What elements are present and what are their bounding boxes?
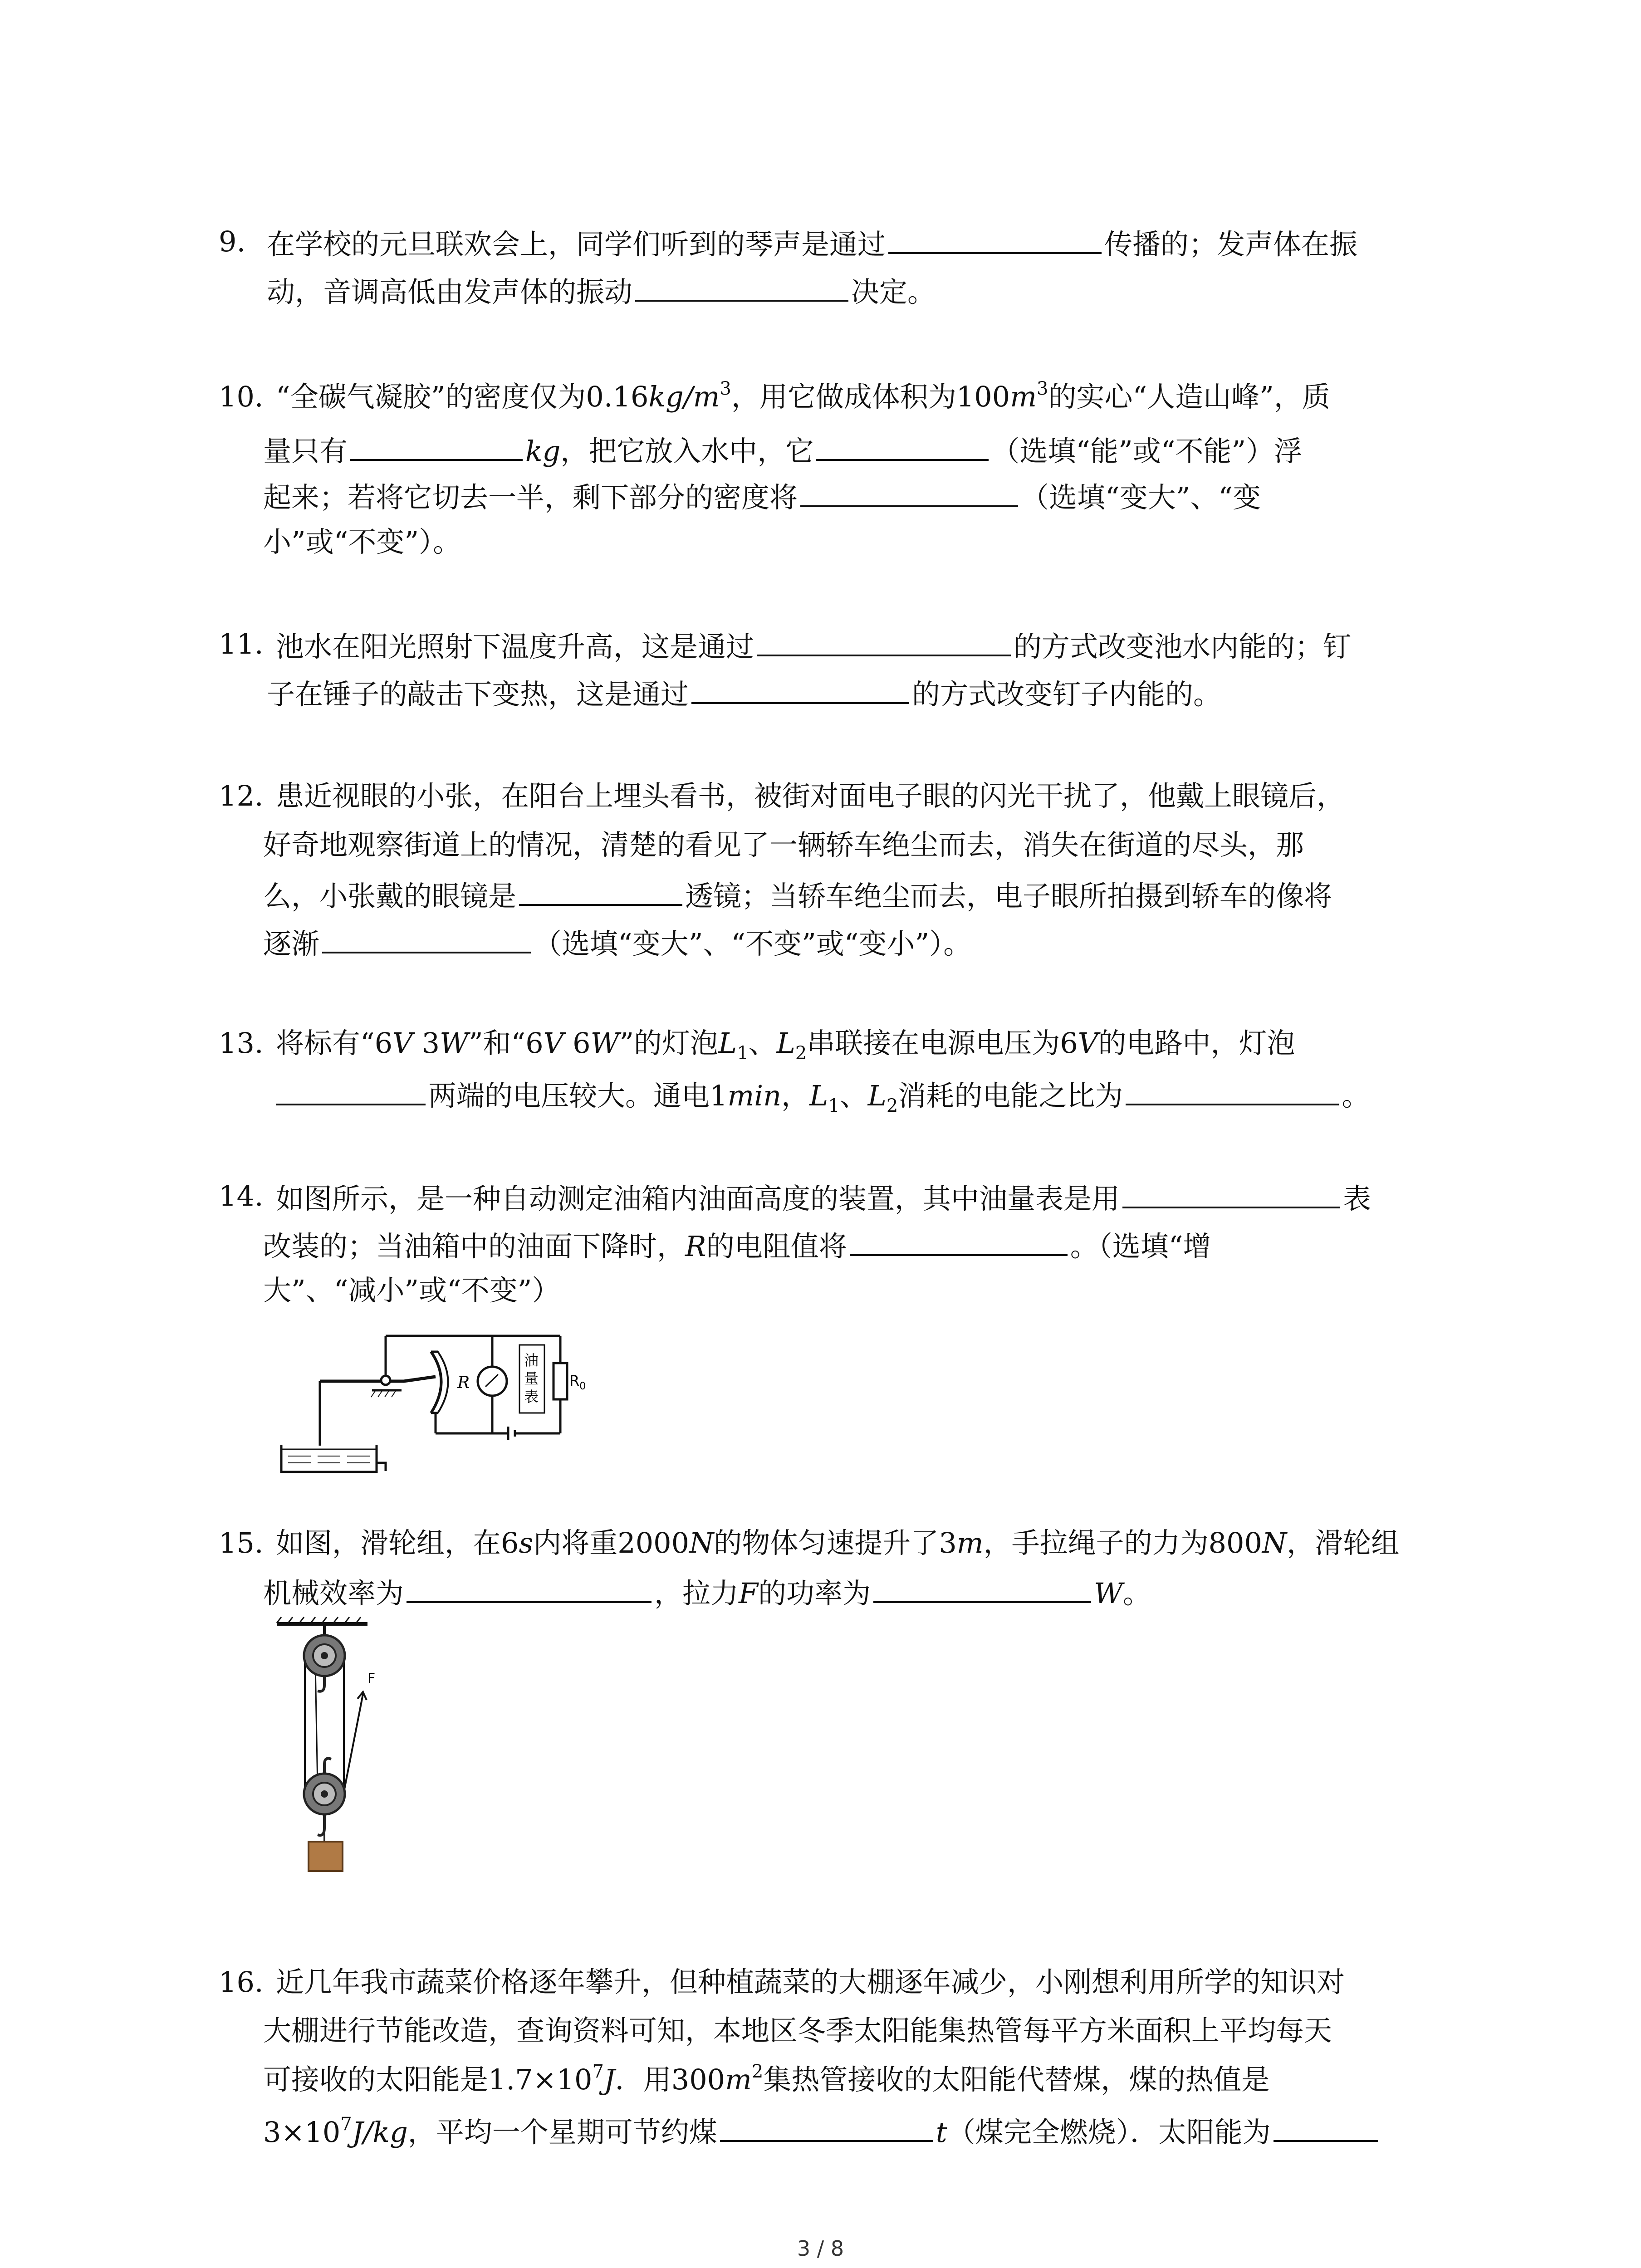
q16-text: 大棚进行节能改造，查询资料可知，本地区冬季太阳能集热管每平方米面积上平均每天 (263, 2014, 1332, 2047)
symbol-R: R (685, 1230, 706, 1263)
superscript: 3 (720, 378, 731, 399)
unit-min: min (727, 1079, 782, 1112)
symbol-L: L (867, 1079, 887, 1112)
q11-text: 的方式改变池水内能的；钉 (1014, 630, 1352, 663)
q10-text: （选填“变大”、“变 (1021, 481, 1261, 514)
q13-text: 消耗的电能之比为 (898, 1079, 1123, 1112)
unit-w: W (1094, 1577, 1123, 1610)
unit-s: s (519, 1526, 534, 1559)
q14-text: 改装的；当油箱中的油面下降时， (263, 1230, 686, 1263)
q15-text: 。 (1122, 1577, 1151, 1610)
superscript: 3 (1037, 378, 1048, 399)
q13-number: 13. (219, 1026, 264, 1060)
q13-text: ”和“6 (468, 1026, 544, 1060)
separator: 、 (839, 1079, 868, 1112)
q13-text: 串联接在电源电压为6 (807, 1026, 1078, 1060)
unit-kg: kg (525, 435, 561, 468)
unit-kg: kg (648, 380, 684, 413)
unit-m: m (1010, 380, 1037, 413)
q15-blank-1[interactable] (407, 1566, 652, 1603)
q9-text: 传播的；发声体在振 (1104, 228, 1358, 261)
q15-blank-2[interactable] (873, 1566, 1091, 1603)
q12-text: 好奇地观察街道上的情况，清楚的看见了一辆轿车绝尘而去，消失在街道的尽头，那 (263, 828, 1304, 861)
q11-text: 子在锤子的敲击下变热，这是通过 (267, 678, 689, 711)
q15-text: ，拉力 (654, 1577, 739, 1610)
q10-text: （选填“能”或“不能”）浮 (991, 435, 1303, 468)
q16-text: 可接收的太阳能是1.7×10 (263, 2063, 593, 2096)
q13-text: 3 (412, 1026, 440, 1060)
q16-text: （煤完全燃烧）．太阳能为 (947, 2116, 1271, 2149)
symbol-L: L (718, 1026, 737, 1060)
q12-text: 么，小张戴的眼镜是 (263, 880, 517, 913)
subscript: 1 (828, 1095, 840, 1116)
q16-text: 3×10 (263, 2116, 341, 2149)
symbol-F: F (739, 1577, 759, 1610)
q12-text: 逐渐 (263, 927, 320, 960)
q13-text: 将标有“6 (276, 1026, 393, 1060)
q10-text: ，用它做成体积为100 (731, 380, 1010, 413)
q10-text: ，把它放入水中，它 (560, 435, 814, 468)
load-block (309, 1842, 343, 1871)
q11-blank-1[interactable] (757, 619, 1011, 656)
q14-text: 的电阻值将 (706, 1230, 847, 1263)
q16-text: 近几年我市蔬菜价格逐年攀升，但种植蔬菜的大棚逐年减少，小刚想利用所学的知识对 (276, 1965, 1345, 1999)
superscript: 2 (751, 2061, 764, 2082)
q12-blank-1[interactable] (519, 869, 682, 906)
q16-text: 集热管接收的太阳能代替煤，煤的热值是 (763, 2063, 1270, 2096)
q15-text: 内将重2000 (533, 1526, 690, 1559)
q15-text: ，滑轮组 (1287, 1526, 1400, 1559)
q10-blank-3[interactable] (800, 470, 1018, 507)
q14-text: 大”、“减小”或“不变”） (263, 1274, 560, 1307)
q11-blank-2[interactable] (691, 667, 909, 704)
q10-text: 小”或“不变”）。 (263, 525, 461, 558)
q12-text: （选填“变大”、“不变”或“变小”）。 (534, 927, 972, 960)
symbol-L: L (809, 1079, 828, 1112)
unit-m: m (956, 1526, 984, 1559)
q14-text: 。（选填“增 (1070, 1230, 1211, 1263)
q10-text: 的实心“人造山峰”，质 (1048, 380, 1330, 413)
q9-text: 决定。 (851, 275, 936, 308)
unit-m: m (725, 2063, 752, 2096)
q12-number: 12. (219, 779, 264, 812)
superscript: 7 (340, 2114, 352, 2135)
separator: 、 (748, 1026, 777, 1060)
unit-v: V (392, 1026, 413, 1060)
fig-label-R0: $R_0$ (569, 1372, 586, 1392)
q13-text: 的电路中，灯泡 (1098, 1026, 1295, 1060)
subscript: 1 (737, 1043, 749, 1064)
q14-text: 表 (1343, 1182, 1372, 1215)
q13-text: 。 (1342, 1079, 1370, 1112)
unit-w: W (440, 1026, 469, 1060)
unit-m: /m (683, 380, 720, 413)
fig-label-meter: 油 (524, 1352, 539, 1369)
q14-text: 如图所示，是一种自动测定油箱内油面高度的装置，其中油量表是用 (276, 1182, 1120, 1215)
q11-text: 的方式改变钉子内能的。 (912, 678, 1222, 711)
q16-text: ，平均一个星期可节约煤 (407, 2116, 717, 2149)
q13-blank-2[interactable] (1126, 1068, 1339, 1105)
q12-text: 透镜；当轿车绝尘而去，电子眼所拍摄到轿车的像将 (685, 880, 1332, 913)
q9-text: 动，音调高低由发声体的振动 (267, 275, 633, 308)
unit-j: J (603, 2063, 615, 2096)
q10-blank-2[interactable] (816, 424, 989, 461)
q12-blank-2[interactable] (322, 916, 531, 953)
q13-blank-1[interactable] (276, 1068, 426, 1105)
symbol-L: L (776, 1026, 795, 1060)
q11-number: 11. (219, 627, 264, 660)
q13-text: 两端的电压较大。通电1 (428, 1079, 728, 1112)
unit-jkg: J/kg (352, 2116, 408, 2149)
q10-text: “全碳气凝胶”的密度仅为0.16 (276, 380, 649, 413)
unit-n: N (1262, 1526, 1287, 1559)
unit-v: V (543, 1026, 564, 1060)
q16-text: ．用300 (615, 2063, 725, 2096)
q15-text: 机械效率为 (263, 1577, 404, 1610)
q15-text: ，手拉绳子的力为800 (983, 1526, 1262, 1559)
q9-blank-1[interactable] (888, 217, 1102, 254)
q10-blank-1[interactable] (350, 424, 523, 461)
superscript: 7 (592, 2061, 604, 2082)
q11-text: 池水在阳光照射下温度升高，这是通过 (276, 630, 754, 663)
unit-w: W (590, 1026, 620, 1060)
q16-blank-2[interactable] (1274, 2105, 1378, 2142)
page-number: 3 / 8 (797, 2236, 844, 2261)
pulley-figure (272, 1615, 390, 1878)
oil-gauge-figure (272, 1327, 590, 1481)
q14-blank-2[interactable] (850, 1219, 1068, 1256)
q15-text: 如图，滑轮组，在6 (276, 1526, 519, 1559)
q10-text: 起来；若将它切去一半，剩下部分的密度将 (263, 481, 798, 514)
q15-number: 15. (219, 1526, 264, 1559)
q10-number: 10. (219, 380, 264, 413)
fig-label-meter: 量 (524, 1370, 539, 1387)
q9-text: 在学校的元旦联欢会上，同学们听到的琴声是通过 (267, 228, 886, 261)
q15-text: 的功率为 (758, 1577, 871, 1610)
q15-text: 的物体匀速提升了3 (714, 1526, 957, 1559)
unit-v: V (1078, 1026, 1098, 1060)
fig-label-meter: 表 (524, 1388, 539, 1405)
q13-text: ”的灯泡 (619, 1026, 719, 1060)
q16-blank-1[interactable] (720, 2105, 933, 2142)
q10-text: 量只有 (263, 435, 348, 468)
q13-text: ， (781, 1079, 810, 1112)
fig-label-F: F (367, 1671, 376, 1686)
q12-text: 患近视眼的小张，在阳台上埋头看书，被街对面电子眼的闪光干扰了，他戴上眼镜后， (276, 779, 1345, 812)
unit-t: t (936, 2116, 947, 2149)
q13-text: 6 (563, 1026, 591, 1060)
subscript: 2 (886, 1095, 898, 1116)
q14-blank-1[interactable] (1122, 1171, 1340, 1208)
q9-number: 9. (219, 225, 246, 258)
q14-number: 14. (219, 1179, 264, 1212)
q16-number: 16. (219, 1965, 264, 1999)
subscript: 2 (795, 1043, 807, 1064)
unit-n: N (689, 1526, 714, 1559)
fig-label-R: R (457, 1374, 470, 1392)
q9-blank-2[interactable] (635, 264, 848, 302)
